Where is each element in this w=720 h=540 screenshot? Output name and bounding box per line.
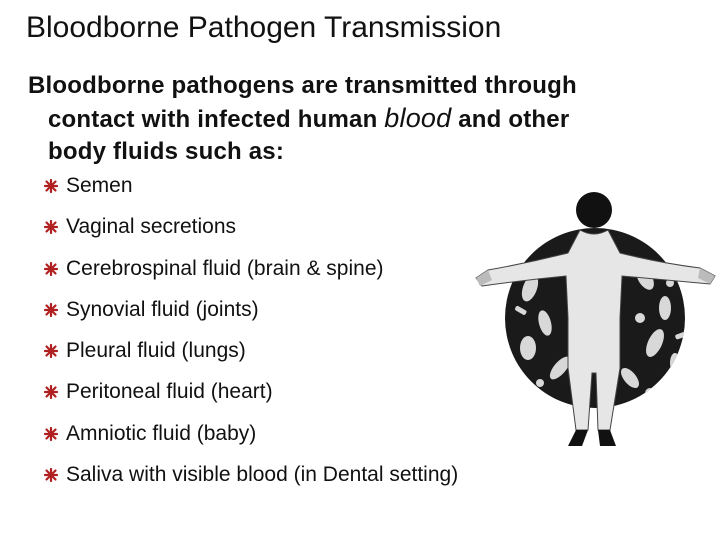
intro-paragraph [28,70,708,168]
list-item-text: Amniotic fluid (baby) [66,421,257,445]
asterisk-bullet-icon [44,427,58,441]
asterisk-bullet-icon [44,468,58,482]
list-item [44,421,458,445]
intro-line-1: Bloodborne pathogens are transmitted through [28,72,577,99]
body-fluids-list [44,176,458,506]
list-item [44,382,458,402]
asterisk-bullet-icon [44,262,58,276]
list-item-text: Semen [66,174,133,197]
list-item [44,465,458,485]
asterisk-bullet-icon [44,179,58,193]
list-item-text: Synovial fluid (joints) [66,297,259,321]
list-item [44,256,458,280]
intro-line-2 [28,102,708,136]
slide-title: Bloodborne Pathogen Transmission [26,11,502,44]
asterisk-bullet-icon [44,344,58,358]
intro-line-3: body fluids such as: [48,138,285,165]
list-item [44,176,458,196]
intro-line-2-start: contact with infected human [48,106,385,133]
list-item-text: Peritoneal fluid (heart) [66,380,273,404]
list-item-text: Saliva with visible blood (in Dental setting) [66,463,459,487]
list-item [44,217,458,237]
list-item-text: Cerebrospinal fluid (brain & spine) [66,256,384,280]
list-item [44,297,458,321]
asterisk-bullet-icon [44,220,58,234]
intro-emphasis-blood: blood [384,103,452,133]
list-item-text: Vaginal secretions [66,215,237,239]
list-item [44,341,458,361]
list-item-text: Pleural fluid (lungs) [66,339,246,363]
intro-line-2-end: and other [451,106,570,133]
asterisk-bullet-icon [44,385,58,399]
asterisk-bullet-icon [44,303,58,317]
human-figure-illustration [470,168,720,458]
